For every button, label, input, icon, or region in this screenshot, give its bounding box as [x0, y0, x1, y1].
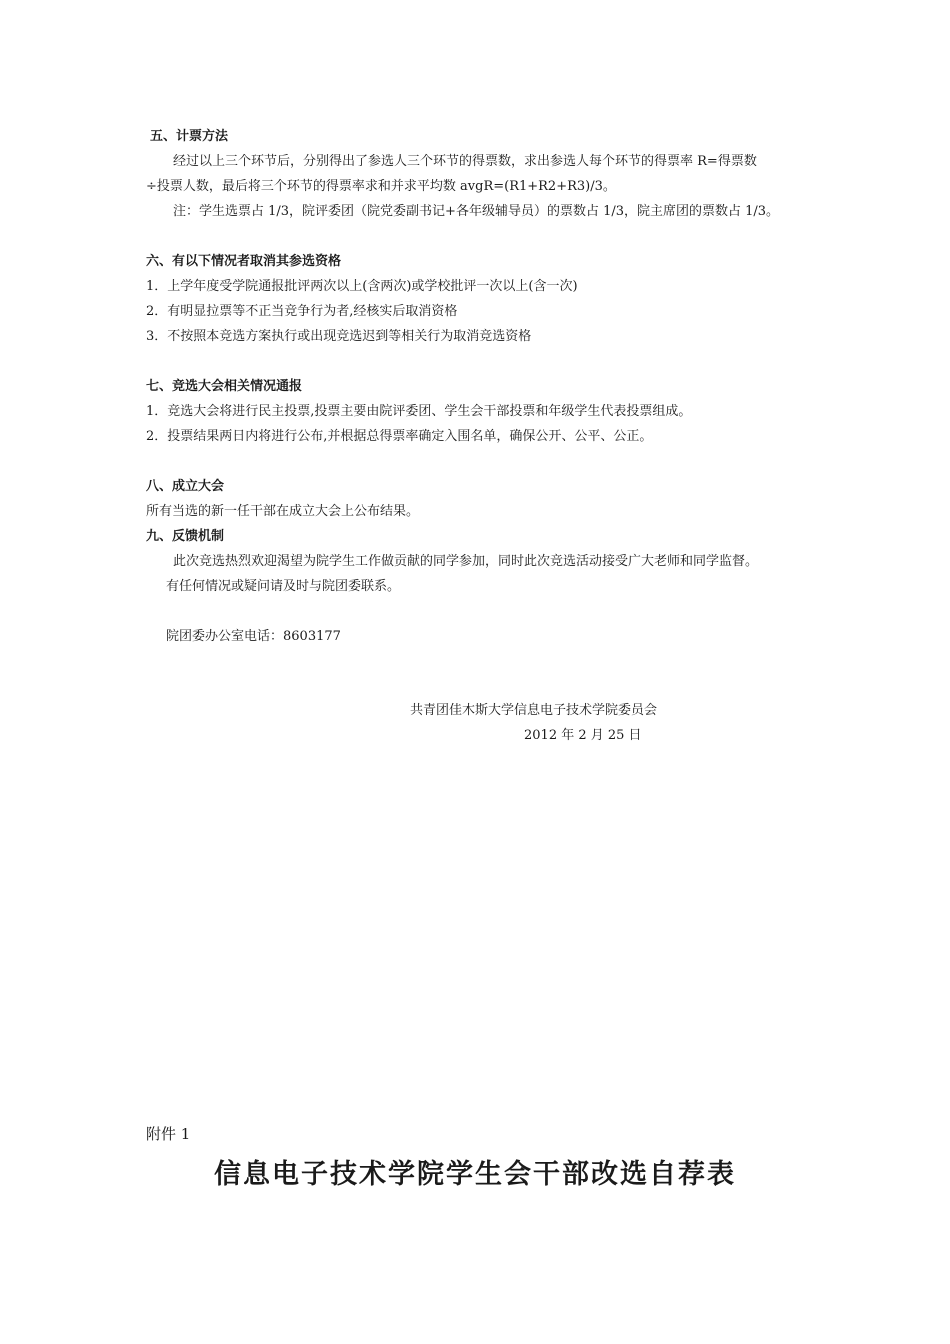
signature-org: 共青团佳木斯大学信息电子技术学院委员会 — [410, 703, 658, 718]
signature-date: 2012 年 2 月 25 日 — [524, 728, 642, 743]
section5-paragraph-line1: 经过以上三个环节后，分别得出了参选人三个环节的得票数，求出参选人每个环节的得票率 R=得票数 — [173, 154, 757, 169]
section9-heading: 九、反馈机制 — [146, 529, 225, 544]
contact-phone: 院团委办公室电话：8603177 — [166, 629, 341, 644]
section7-heading: 七、竞选大会相关情况通报 — [146, 379, 303, 394]
section7-item: 2．投票结果两日内将进行公布,并根据总得票率确定入围名单，确保公开、公平、公正。 — [146, 429, 653, 444]
attachment-label: 附件 1 — [146, 1125, 191, 1143]
section5-paragraph-line2: ÷投票人数，最后将三个环节的得票率求和并求平均数 avgR=(R1+R2+R3)/3。 — [146, 179, 616, 194]
section6-item: 2．有明显拉票等不正当竞争行为者,经核实后取消资格 — [146, 304, 458, 319]
attachment-title: 信息电子技术学院学生会干部改选自荐表 — [214, 1159, 736, 1190]
section6-item: 3．不按照本竞选方案执行或出现竞选迟到等相关行为取消竞选资格 — [146, 329, 532, 344]
section8-text: 所有当选的新一任干部在成立大会上公布结果。 — [146, 504, 420, 519]
section9-line1: 此次竞选热烈欢迎渴望为院学生工作做贡献的同学参加，同时此次竞选活动接受广大老师和同学监督。 — [173, 554, 759, 569]
section6-heading: 六、有以下情况者取消其参选资格 — [146, 254, 342, 269]
section5-note: 注：学生选票占 1/3，院评委团（院党委副书记+各年级辅导员）的票数占 1/3，院主席团的票数占 1/3。 — [173, 204, 780, 219]
section9-line2: 有任何情况或疑问请及时与院团委联系。 — [166, 579, 401, 594]
section6-item: 1．上学年度受学院通报批评两次以上(含两次)或学校批评一次以上(含一次) — [146, 279, 578, 294]
section8-heading: 八、成立大会 — [146, 479, 225, 494]
section5-heading: 五、计票方法 — [150, 129, 229, 144]
section7-item: 1．竞选大会将进行民主投票,投票主要由院评委团、学生会干部投票和年级学生代表投票组成。 — [146, 404, 692, 419]
